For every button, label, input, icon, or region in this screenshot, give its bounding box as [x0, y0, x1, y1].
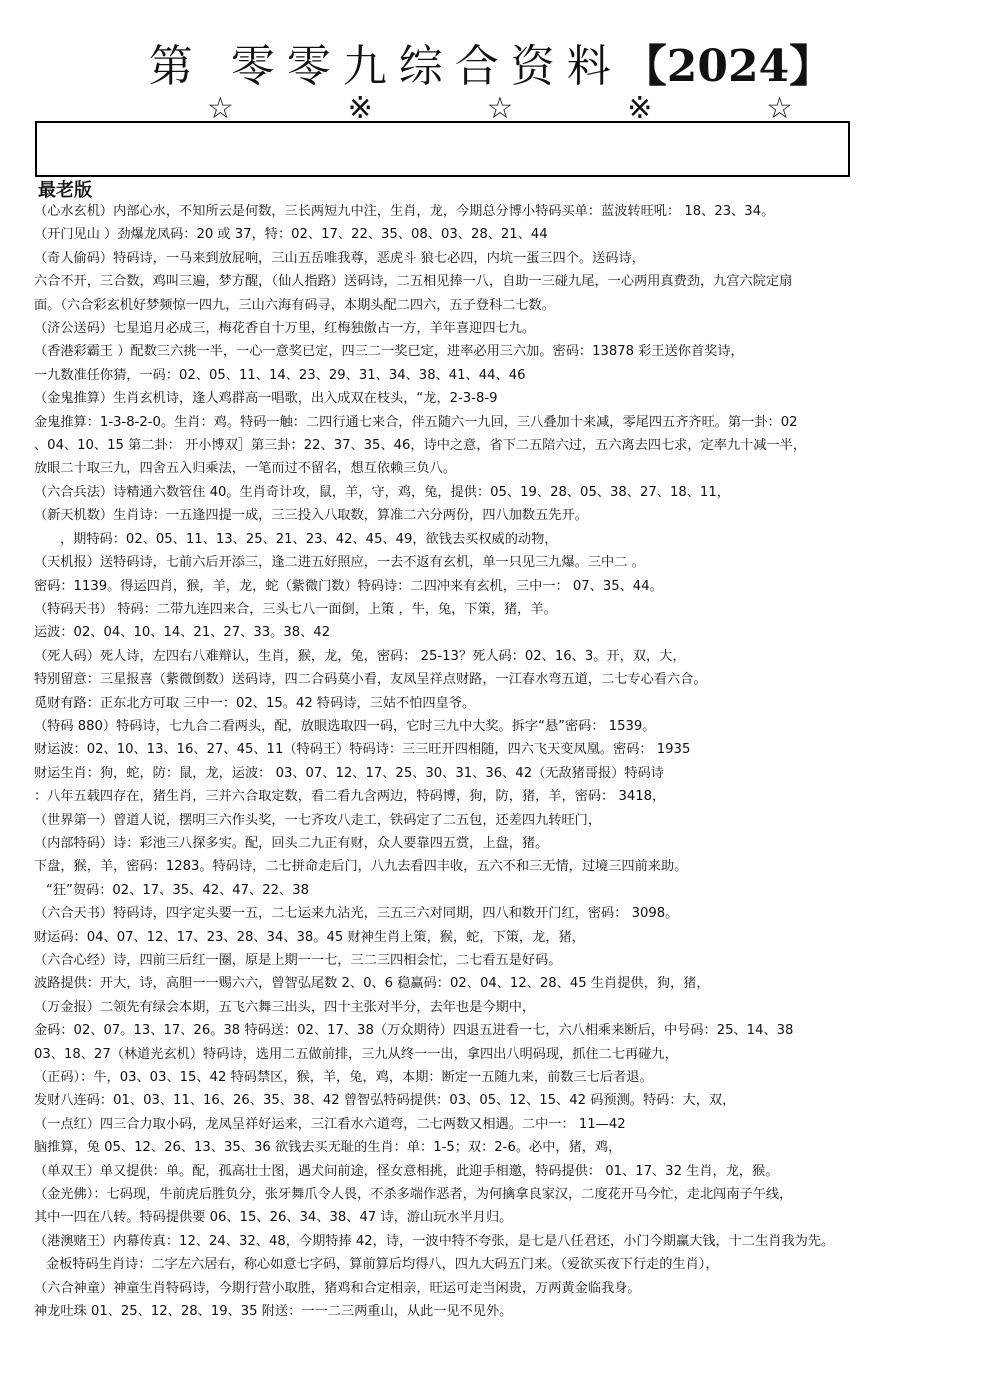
blank-banner-box — [35, 121, 850, 177]
text-line: 财运波：02、10、13、16、27、45、11（特码王）特码诗：三三旺开四相随，四六飞天变凤凰。密码： 1935 — [34, 742, 691, 758]
document-body — [34, 200, 954, 1324]
text-line: 其中一四在八转。特码提供要 06、15、26、34、38、47 诗，游山玩水半月归。 — [34, 1210, 513, 1226]
text-line: （济公送码）七星追月必成三，梅花香自十万里，红梅独傲占一方，羊年喜迎四七九。 — [34, 321, 536, 337]
text-line: （单双王）单又提供：单。配，孤高壮士图，遇犬问前途，怪女意相挑，此迎手相邀，特码提供： 01、17、32 生肖，龙，猴。 — [34, 1163, 779, 1179]
text-line: 放眼二十取三九，四舍五入归乘法，一笔而过不留名，想互依赖三负八。 — [34, 461, 456, 477]
text-line: 脑推算，兔 05、12、26、13、35、36 欲钱去买无耻的生肖：单：1-5；双：2-6。必中，猪，鸡， — [34, 1140, 622, 1156]
text-line: 金鬼推算：1-3-8-2-0。生肖：鸡。特码一触：二四行通七来合，伴五随六一九回，三八叠加十来减，零尾四五齐齐旺。第一卦：02 — [34, 414, 798, 430]
text-line: （一点红）四三合力取小码，龙凤呈祥好运来，三江看水六道弯，二七两数又相遇。二中一： 11—42 — [34, 1116, 626, 1132]
text-line: （天机报）送特码诗，七前六后开添三，逢二进五好照应，一去不返有玄机，单一只见三九爆。三中二 。 — [34, 555, 645, 571]
text-line: 神龙吐珠 01、25、12、28、19、35 附送：一一二三两重山，从此一见不见外。 — [34, 1304, 513, 1320]
text-line: 、04、10、15 第二卦： 开小博双］第三卦：22、37、35、46，诗中之意，省下二五陪六过，五六离去四七求，定率九十减一半， — [34, 438, 807, 454]
text-line: （开门见山 ）劲爆龙凤码：20 或 37，特：02、17、22、35、08、03、28、21、44 — [34, 227, 548, 243]
text-line: （六合心经）诗，四前三后红一圈，原是上期一一七，三二三四相会忙，二七看五是好码。 — [34, 953, 562, 968]
text-line: （内部特码）诗：彩池三八探多实。配，回头二九正有财，众人要靠四五赏，上盘，猪。 — [34, 835, 549, 851]
text-line: （金鬼推算）生肖玄机诗，逢人鸡群高一唱歌，出入成双在枝头，“龙，2-3-8-9 — [34, 391, 498, 407]
title-year: 【2024】 — [622, 41, 834, 92]
text-line: （六合兵法）诗精通六数管住 40。生肖奇计攻，鼠，羊，守，鸡，兔，提供：05、19、28、05、38、27、18、11， — [34, 484, 730, 500]
text-line: 一九数准任你猜，一码：02、05、11、14、23、29、31、34、38、41、44、46 — [34, 367, 526, 383]
text-line: （特码 880）特码诗，七九合二看两头，配，放眼选取四一码，它时三九中大奖。拆字“悬”密码： 1539。 — [34, 718, 656, 734]
text-line: （六合天书）特码诗，四字定头要一五，二七运来九沾光，三五三六对同期，四八和数开门红，密码： 3098。 — [34, 906, 679, 922]
page-title — [0, 30, 982, 94]
reference-mark-icon: ※ — [627, 91, 653, 126]
text-line: （新天机数）生肖诗：一五逢四提一成，三三投入八取数，算准二六分两份，四八加数五先开。 — [34, 508, 588, 524]
text-line: （正码）：牛，03、03、15、42 特码禁区，猴，羊，兔，鸡，本期：断定一五随九来，前数三七后者退。 — [34, 1070, 653, 1086]
text-line: ，期特码：02、05、11、13、25、21、23、42、45、49，欲钱去买权威的动物， — [60, 531, 558, 547]
title-main: 第 零零九综合资料 — [148, 41, 623, 92]
text-line: ：八年五载四存在，猪生肖，三并六合取定数，看二看九含两边，特码博，狗，防，猪，羊，密码： 3418， — [34, 789, 666, 805]
text-line: （特码天书） 特码：二带九连四来合，三头七八一面倒，上策 ，牛，兔，下策，猪，羊。 — [34, 601, 557, 617]
star-icon: ☆ — [766, 91, 794, 126]
text-line: 六合不开，三合数，鸡叫三遍，梦方醒，（仙人指路）送码诗，二五相见捧一八，自助一三碰九尾，一心两用真费劲，九宫六院定扇 — [34, 274, 793, 290]
section-label: 最老版 — [38, 180, 92, 201]
text-line: 密码：1139。得运四肖，猴，羊，龙，蛇（紫微门数）特码诗：二四冲来有玄机，三中一： 07、35、44。 — [34, 578, 663, 594]
text-line: 运波：02、04、10、14、21、27、33。38、42 — [34, 625, 331, 641]
text-line: （香港彩霸王 ）配数三六挑一半，一心一意奖已定，四三二一奖已定，进率必用三六加。密码：13878 彩王送你首奖诗， — [34, 344, 744, 360]
text-line: 03、18、27（林道光玄机）特码诗，选用二五做前排，三九从终一一出，拿四出八明码现，抓住二七再碰九， — [34, 1046, 678, 1062]
text-line: 波路提供：开大，诗，高胆一一赐六六，曾智弘尾数 2、0、6 稳赢码：02、04、12、28、45 生肖提供，狗，猪， — [34, 976, 710, 992]
star-icon: ☆ — [486, 91, 514, 126]
text-line: （六合神童）神童生肖特码诗，今期行营小取胜，猪鸡和合定相亲，旺运可走当闲贵，万两黄金临我身。 — [34, 1280, 641, 1296]
text-line: 特别留意：三星报喜（紫微倒数）送码诗，四二合码莫小看，友凤呈祥点财路，一江春水弯五道，二七专心看六合。 — [34, 672, 707, 688]
text-line: 觅财有路：正东北方可取 三中一：02、15。42 特码诗，三姑不怕四皇爷。 — [34, 695, 476, 711]
text-line: 面。（六合彩玄机好梦频惊一四九，三山六海有码寻，本期头配二四六，五子登科二七数。 — [34, 297, 555, 313]
text-line: （心水玄机）内部心水，不知所云是何数，三长两短九中注，生肖，龙，今期总分博小特码买单：蓝波转旺吼： 18、23、34。 — [34, 204, 775, 219]
text-line: （港澳赌王）内幕传真：12、24、32、48，今期特捧 42，诗，一波中特不夸张，是七是八任君还，小门今期赢大钱，十二生肖我为先。 — [34, 1233, 835, 1249]
text-line: （奇人偷码）特码诗，一马来到放屁响，三山五岳唯我尊，恶虎斗 狼七必四，内坑一蛋三四个。送码诗， — [34, 250, 645, 266]
text-line: 财运码：04、07、12、17、23、28、34、38。45 财神生肖上策，猴，蛇，下策，龙，猪， — [34, 929, 585, 945]
text-line: 发财八连码：01、03、11、16、26、35、38、42 曾智弘特码提供：03、05、12、15、42 码预测。特码：大，双， — [34, 1093, 736, 1109]
reference-mark-icon: ※ — [347, 91, 373, 126]
star-icon: ☆ — [206, 91, 234, 126]
text-line: 下盘，猴，羊，密码：1283。特码诗，二七拼命走后门，八九去看四丰收，五六不和三无情，过境三四前来助。 — [34, 859, 688, 875]
text-line: （世界第一）曾道人说，摆明三六作头奖，一七齐攻八走工，铁码定了二五包，还差四九转旺门， — [34, 812, 602, 828]
text-line: 金码：02、07。13、17、26。38 特码送：02、17、38（万众期待）四退五进看一七，六八相乘来断后，中号码：25、14、38 — [34, 1023, 794, 1039]
text-line: “狂”贺码：02、17、35、42、47、22、38 — [46, 882, 310, 898]
text-line: （万金报）二领先有绿会本期，五飞六舞三出头，四十主张对半分，去年也是今期中， — [34, 999, 536, 1015]
text-line: （金光佛）：七码现，牛前虎后胜负分，张牙舞爪令人畏，不杀多端作恶者，为何擒拿良家汉，二度花开马今忙，走北闯南子午线， — [34, 1187, 793, 1203]
text-line: 金板特码生肖诗：二字左六居右，称心如意七字码，算前算后均得八，四九大码五门来。（爱欲买夜下行走的生肖）， — [46, 1257, 719, 1273]
text-line: 财运生肖：狗，蛇，防：鼠，龙，运波： 03、07、12、17、25、30、31、36、42（无敌猪哥报）特码诗 — [34, 765, 664, 781]
text-line: （死人码）死人诗，左四右八难辩认，生肖，猴，龙，兔，密码： 25-13？死人码：02、16、3。开，双，大， — [34, 648, 686, 664]
